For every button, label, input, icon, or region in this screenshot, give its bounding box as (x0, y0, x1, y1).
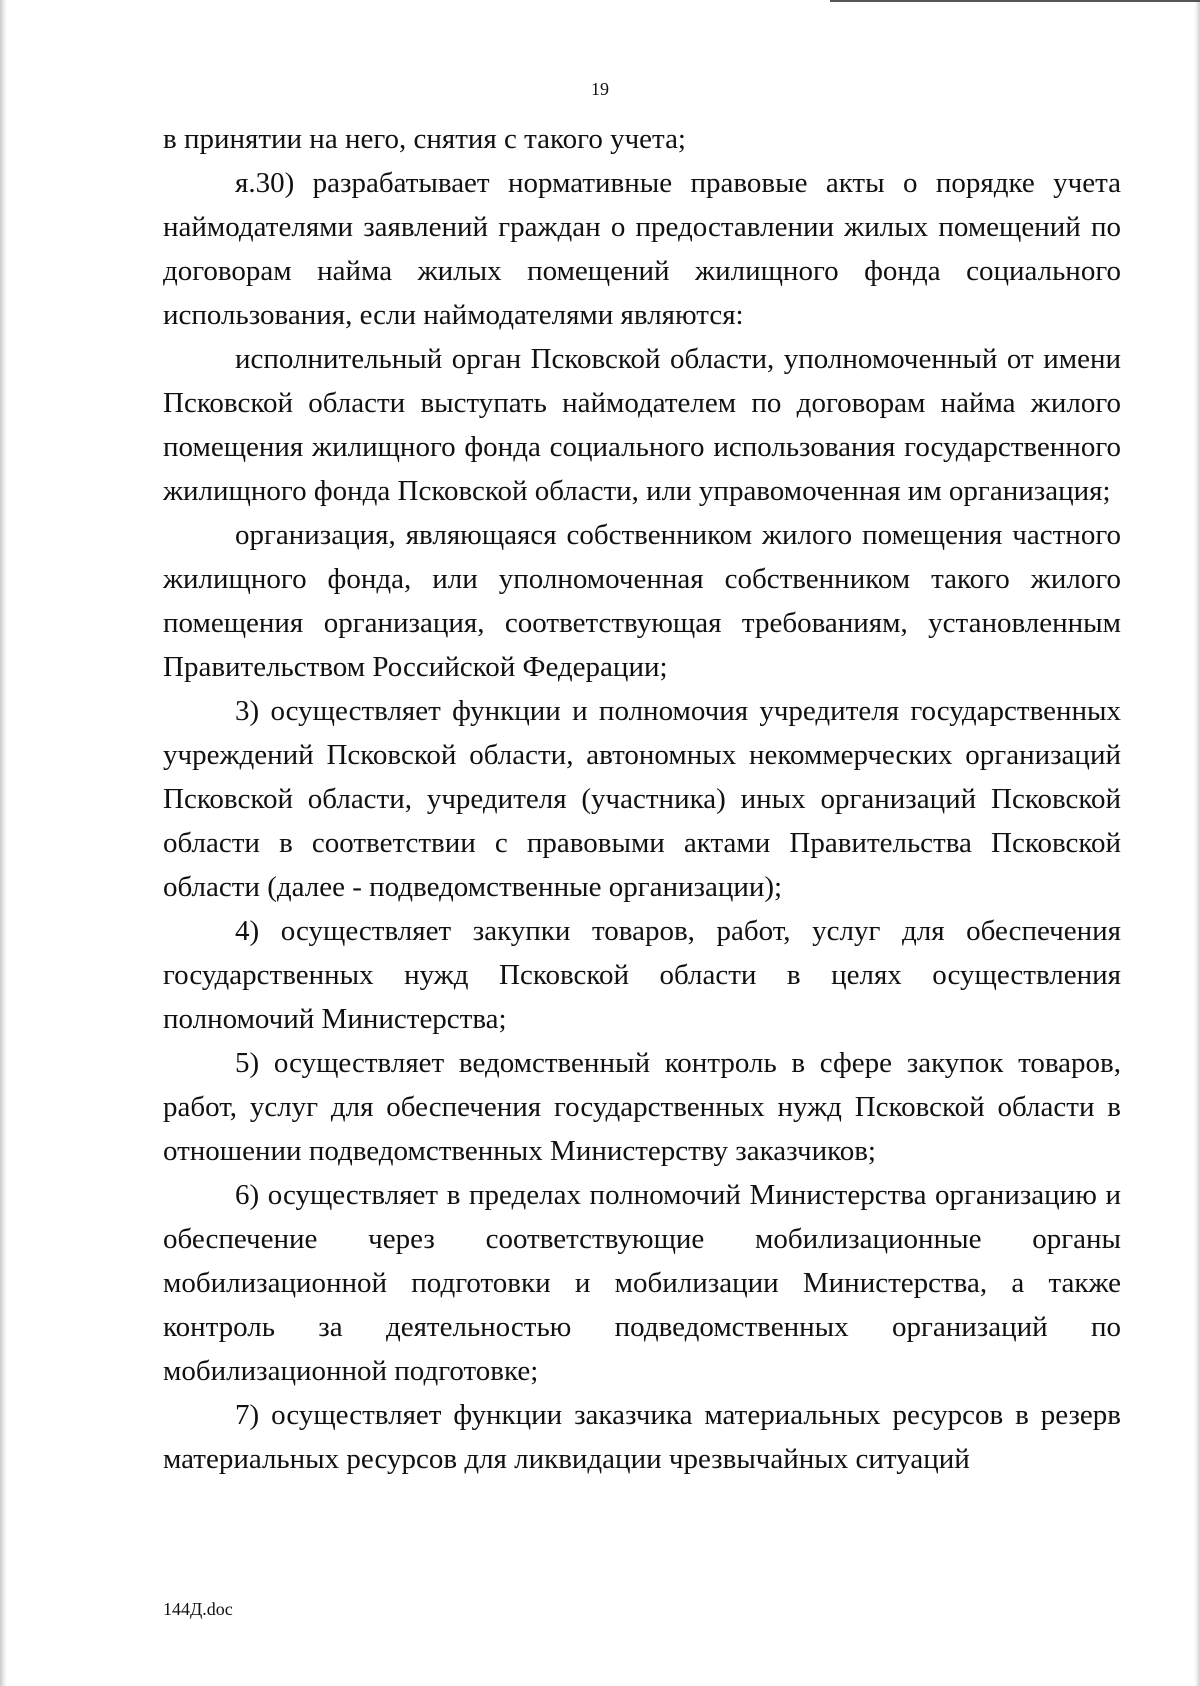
paragraph-item-5: 5) осуществляет ведомственный контроль в сфере закупок товаров, работ, услуг для обеспечения государственных нужд Псковской области в отношении подведомственных Министерству заказчиков; (163, 1047, 1121, 1167)
paragraph-item-3: 3) осуществляет функции и полномочия учредителя государственных учреждений Псковской области, автономных некоммерческих организаций Псковской области, учредителя (участника) иных организаций Псковской области в соответствии с правовыми актами Правительства Псковской области (далее - подведомственные организации); (163, 695, 1121, 903)
paragraph-item-7: 7) осуществляет функции заказчика материальных ресурсов в резерв материальных ресурсов для ликвидации чрезвычайных ситуаций (163, 1399, 1121, 1475)
document-body (163, 117, 1121, 1481)
footer-filename: 144Д.doc (163, 1599, 233, 1619)
scan-top-rule (830, 0, 1200, 2)
paragraph-item-30: я.30) разрабатывает нормативные правовые акты о порядке учета наймодателями заявлений граждан о предоставлении жилых помещений по договорам найма жилых помещений жилищного фонда социального использования, если наймодателями являются: (163, 167, 1121, 331)
paragraph-executive-body: исполнительный орган Псковской области, уполномоченный от имени Псковской области выступать наймодателем по договорам найма жилого помещения жилищного фонда социального использования государственного жилищного фонда Псковской области, или управомоченная им организация; (163, 343, 1121, 507)
paragraph-continuation: в принятии на него, снятия с такого учета; (163, 123, 686, 155)
scan-edge-right (1194, 0, 1200, 1686)
paragraph-item-4: 4) осуществляет закупки товаров, работ, услуг для обеспечения государственных нужд Псковской области в целях осуществления полномочий Министерства; (163, 915, 1121, 1035)
paragraph-private-owner: организация, являющаяся собственником жилого помещения частного жилищного фонда, или уполномоченная собственником такого жилого помещения организация, соответствующая требованиям, установленным Правительством Российской Федерации; (163, 519, 1121, 683)
scan-edge-left (0, 0, 7, 1686)
page-number: 19 (591, 79, 609, 99)
paragraph-item-6: 6) осуществляет в пределах полномочий Министерства организацию и обеспечение через соответствующие мобилизационные органы мобилизационной подготовки и мобилизации Министерства, а также контроль за деятельностью подведомственных организаций по мобилизационной подготовке; (163, 1179, 1121, 1387)
